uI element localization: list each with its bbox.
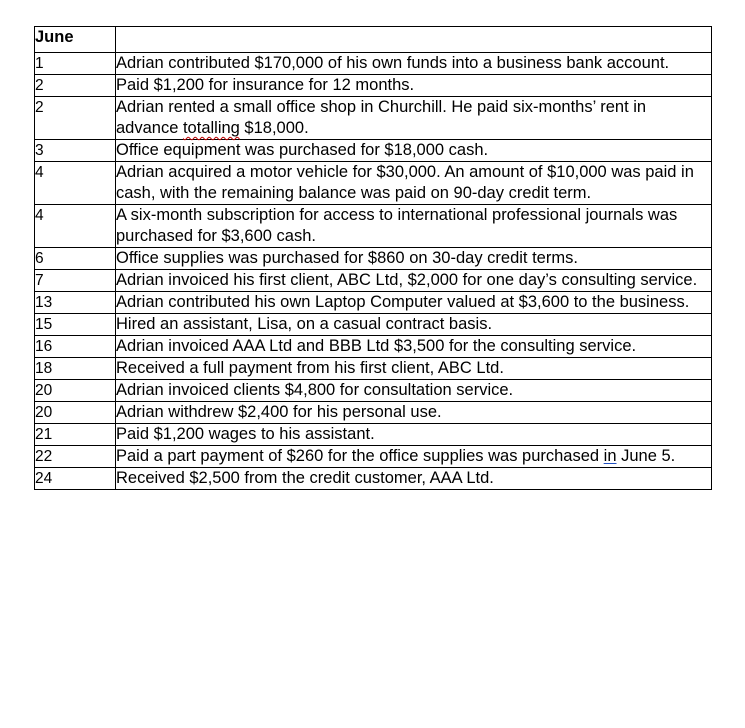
description-cell [116,162,712,205]
table-row [35,75,712,97]
day-cell: 20 [35,402,116,424]
description-text: Adrian contributed his own Laptop Computer valued at $3,600 to the business. [116,293,690,311]
table-row [35,446,712,468]
description-text: Adrian acquired a motor vehicle for $30,000. An amount of $10,000 was paid in cash, with the remaining balance was paid on 90-day credit term. [116,163,694,202]
description-text: A six-month subscription for access to international professional journals was purchased for $3,600 cash. [116,206,678,245]
day-cell: 21 [35,424,116,446]
description-cell [116,205,712,248]
day-cell: 18 [35,358,116,380]
description-cell [116,75,712,97]
day-cell: 4 [35,205,116,248]
description-cell [116,446,712,468]
description-text: Adrian rented a small office shop in Churchill. He paid six-months’ rent in advance [116,98,647,137]
day-cell: 24 [35,468,116,490]
description-text: Received a full payment from his first client, ABC Ltd. [116,359,504,377]
description-text: Received $2,500 from the credit customer, AAA Ltd. [116,469,494,487]
description-text: Office equipment was purchased for $18,000 cash. [116,141,489,159]
day-cell: 4 [35,162,116,205]
day-cell: 3 [35,140,116,162]
day-cell: 15 [35,314,116,336]
day-cell: 6 [35,248,116,270]
table-header-row [35,27,712,53]
description-cell [116,314,712,336]
description-cell [116,140,712,162]
table-row [35,358,712,380]
description-text: Paid $1,200 for insurance for 12 months. [116,76,415,94]
description-text: Adrian withdrew $2,400 for his personal use. [116,403,442,421]
day-cell: 2 [35,75,116,97]
description-text: Hired an assistant, Lisa, on a casual contract basis. [116,315,493,333]
description-cell [116,248,712,270]
table-row [35,424,712,446]
day-cell: 13 [35,292,116,314]
description-header [116,27,712,53]
description-text: Paid a part payment of $260 for the office supplies was purchased [116,447,604,465]
day-cell: 2 [35,97,116,140]
description-text: $18,000. [239,119,309,137]
description-text: Adrian invoiced clients $4,800 for consultation service. [116,381,514,399]
grammar-flag-word[interactable]: in [603,447,617,465]
table-row [35,336,712,358]
description-text: Paid $1,200 wages to his assistant. [116,425,375,443]
description-cell [116,270,712,292]
table-row [35,270,712,292]
day-cell: 22 [35,446,116,468]
description-cell [116,424,712,446]
description-cell [116,336,712,358]
transactions-table [34,26,712,490]
table-row [35,248,712,270]
table-row [35,402,712,424]
month-header: June [35,27,116,53]
day-cell: 7 [35,270,116,292]
table-row [35,314,712,336]
table-row [35,380,712,402]
table-row [35,205,712,248]
day-cell: 16 [35,336,116,358]
description-cell [116,53,712,75]
description-text: Adrian invoiced AAA Ltd and BBB Ltd $3,500 for the consulting service. [116,337,637,355]
description-cell [116,380,712,402]
spellcheck-word[interactable]: totalling [182,119,240,137]
description-text: Adrian contributed $170,000 of his own funds into a business bank account. [116,54,670,72]
day-cell: 20 [35,380,116,402]
table-row [35,97,712,140]
table-row [35,468,712,490]
description-text: Adrian invoiced his first client, ABC Ltd, $2,000 for one day’s consulting service. [116,271,698,289]
table-row [35,292,712,314]
description-cell [116,358,712,380]
table-row [35,53,712,75]
description-cell [116,468,712,490]
description-cell [116,292,712,314]
description-cell [116,97,712,140]
description-cell [116,402,712,424]
table-row [35,162,712,205]
description-text: Office supplies was purchased for $860 on 30-day credit terms. [116,249,578,267]
table-row [35,140,712,162]
day-cell: 1 [35,53,116,75]
description-text: June 5. [616,447,676,465]
